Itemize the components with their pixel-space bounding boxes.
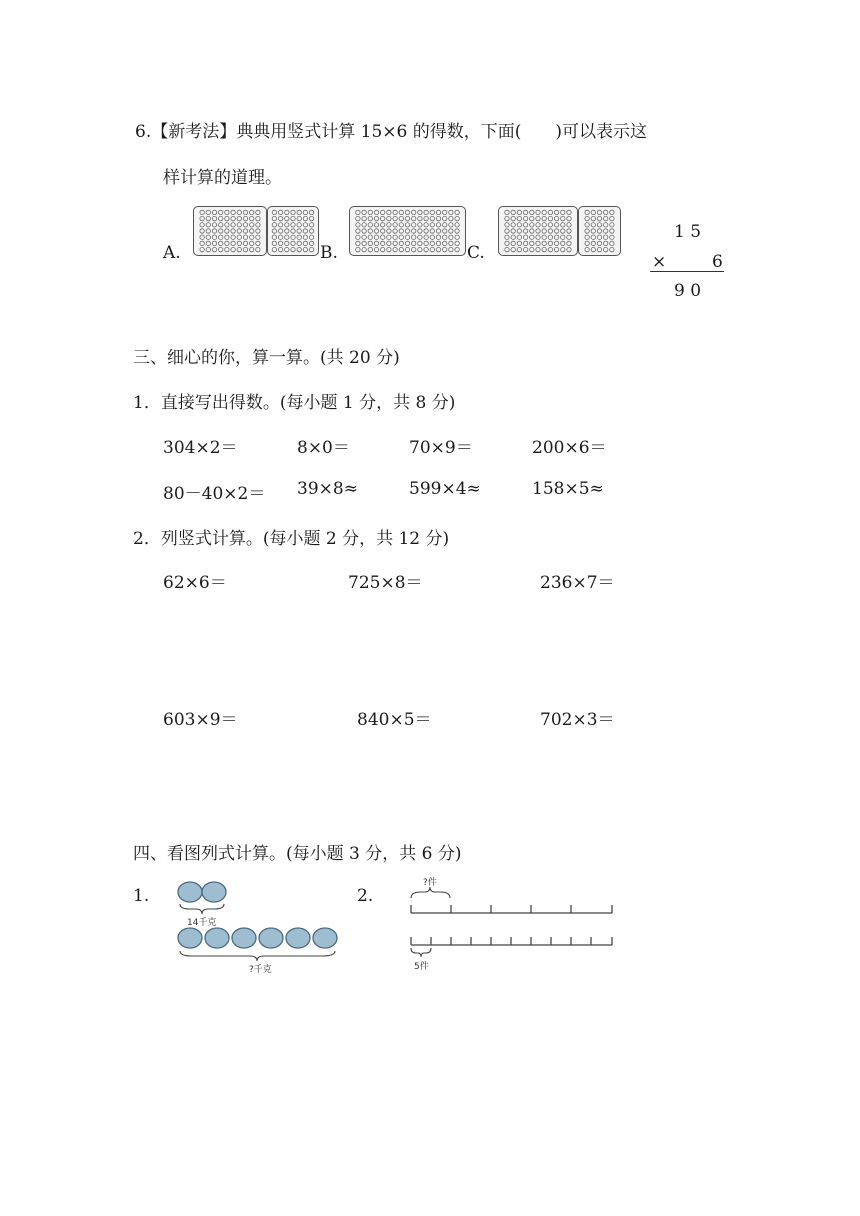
vertical-top-number: 1 5 xyxy=(674,222,702,242)
vertical-result: 9 0 xyxy=(674,281,702,301)
oral-calc-1: 304×2＝ xyxy=(163,438,238,458)
label-unknown-kg: ?千克 xyxy=(249,965,272,975)
dot-grid-c-right xyxy=(578,206,621,256)
label-14kg: 14千克 xyxy=(187,918,217,928)
segment-line-top xyxy=(411,905,612,913)
oral-calc-5: 80－40×2＝ xyxy=(163,484,266,504)
vertical-calc-2: 725×8＝ xyxy=(348,573,423,593)
section3-part2-title: 2．列竖式计算。(每小题 2 分，共 12 分) xyxy=(133,529,450,549)
dot-grid-a-left xyxy=(193,206,267,256)
oral-calc-3: 70×9＝ xyxy=(409,438,473,458)
oral-calc-7: 599×4≈ xyxy=(409,479,481,499)
watermelon-bottom-row xyxy=(178,928,337,948)
vertical-multiplier: 6 xyxy=(712,252,723,272)
vertical-times-sign: × xyxy=(652,252,667,272)
label-unknown-pieces: ?件 xyxy=(423,878,437,888)
q6-text-line2: 样计算的道理。 xyxy=(163,168,282,188)
section3-part1-title: 1．直接写出得数。(每小题 1 分，共 8 分) xyxy=(133,393,456,413)
vertical-calc-4: 603×9＝ xyxy=(163,710,238,730)
oral-calc-6: 39×8≈ xyxy=(297,479,358,499)
section3-title: 三、细心的你，算一算。(共 20 分) xyxy=(133,348,400,368)
oral-calc-4: 200×6＝ xyxy=(532,438,607,458)
section4-problem2-number: 2. xyxy=(357,886,374,906)
option-c-label: C. xyxy=(467,243,485,263)
oral-calc-2: 8×0＝ xyxy=(297,438,350,458)
dot-grid-a-right xyxy=(267,206,319,256)
q6-text-line1: 6.【新考法】典典用竖式计算 15×6 的得数，下面( )可以表示这 xyxy=(135,122,647,142)
oral-calc-8: 158×5≈ xyxy=(532,479,604,499)
dot-grid-c-left xyxy=(498,206,578,256)
dot-grid-b xyxy=(349,206,466,256)
segment-diagram xyxy=(405,874,620,974)
vertical-calc-5: 840×5＝ xyxy=(357,710,432,730)
watermelon-top-row xyxy=(178,882,226,902)
watermelon-diagram xyxy=(170,876,350,976)
section4-title: 四、看图列式计算。(每小题 3 分，共 6 分) xyxy=(133,844,462,864)
label-5-pieces: 5件 xyxy=(414,962,429,972)
vertical-calc-3: 236×7＝ xyxy=(540,573,615,593)
vertical-calc-1: 62×6＝ xyxy=(163,573,227,593)
segment-line-bottom xyxy=(411,937,612,945)
vertical-calc-6: 702×3＝ xyxy=(540,710,615,730)
vertical-result-line xyxy=(650,271,724,272)
section4-problem1-number: 1. xyxy=(133,886,150,906)
option-a-label: A. xyxy=(163,243,181,263)
option-b-label: B. xyxy=(320,243,338,263)
